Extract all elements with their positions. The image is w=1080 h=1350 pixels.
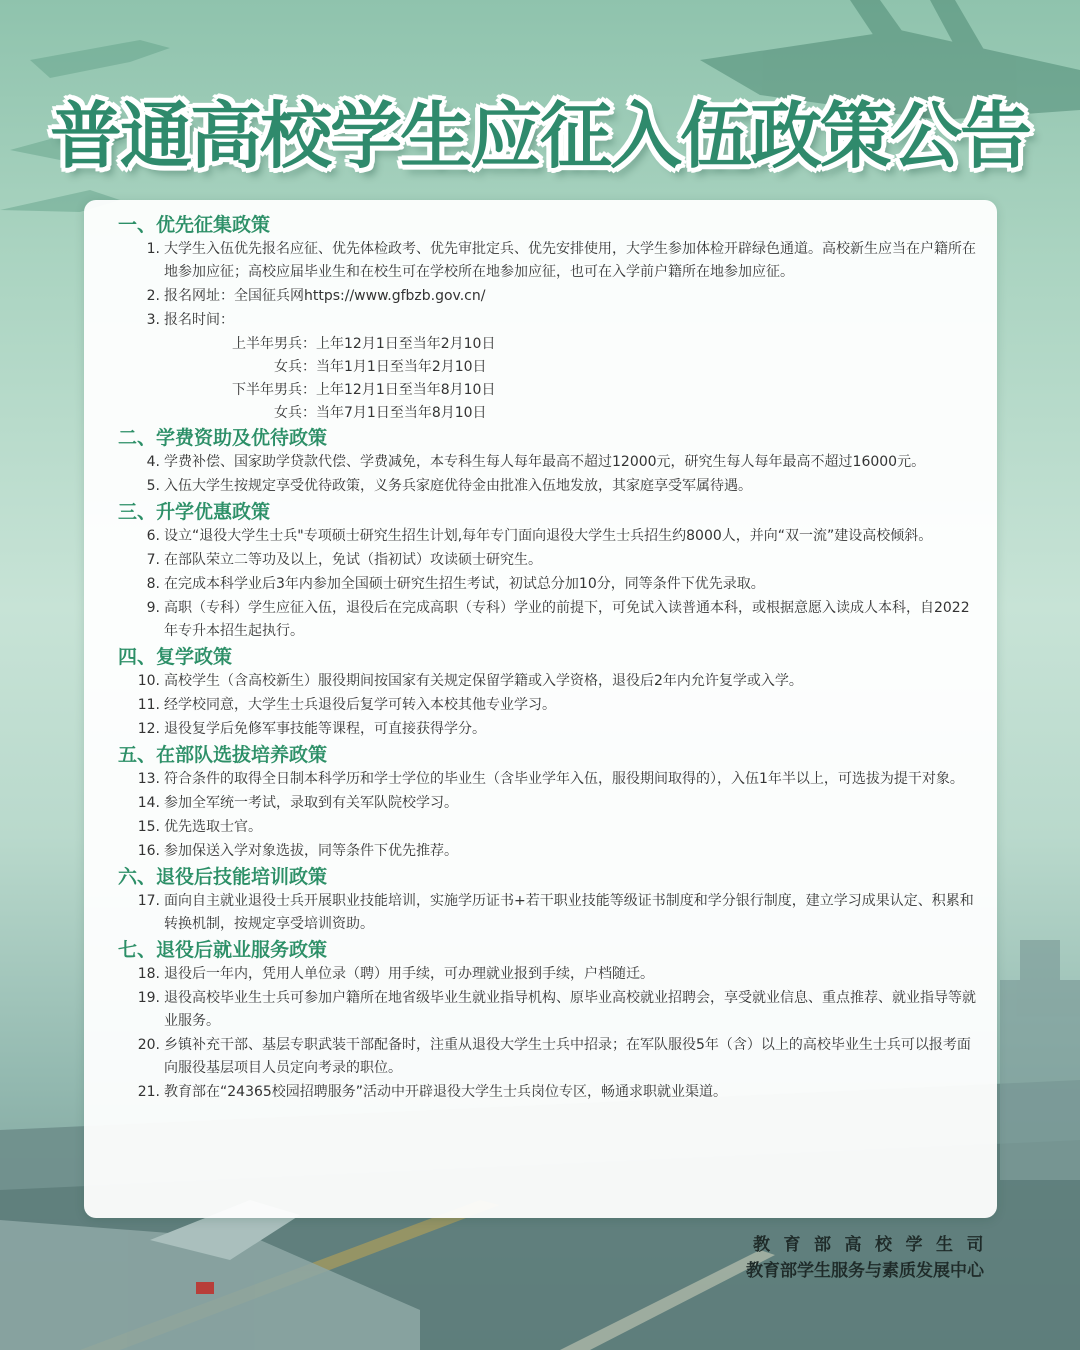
list-item [118,768,977,791]
item-text: 设立“退役大学生士兵"专项硕士研究生招生计划,每年专门面向退役大学生士兵招生约8000人，并向“双一流”建设高校倾斜。 [164,528,933,544]
item-number: 1. [146,241,160,257]
item-number: 7. [146,552,160,568]
section-items [118,890,977,936]
item-number: 21. [137,1084,160,1100]
item-text: 在完成本科学业后3年内参加全国硕士研究生招生考试，初试总分加10分，同等条件下优先录取。 [164,576,765,592]
item-number: 15. [137,819,160,835]
list-item [118,792,977,815]
item-number: 20. [137,1037,160,1053]
item-number: 6. [146,528,160,544]
schedule-value: 上年12月1日至当年8月10日 [316,382,496,398]
issuer-line-2: 教育部学生服务与素质发展中心 [746,1261,984,1281]
list-item [118,987,977,1033]
section-heading: 三、升学优惠政策 [118,501,271,523]
section-items [118,670,977,741]
schedule-value: 当年7月1日至当年8月10日 [316,405,487,421]
schedule-row [118,379,977,402]
list-item [118,1081,977,1104]
item-text: 经学校同意，大学生士兵退役后复学可转入本校其他专业学习。 [164,697,556,713]
item-text: 高职（专科）学生应征入伍，退役后在完成高职（专科）学业的前提下，可免试入读普通本科，或根据意愿入读成人本科，自2022年专升本招生起执行。 [164,600,970,639]
list-item [118,475,977,498]
schedule-value: 当年1月1日至当年2月10日 [316,359,487,375]
list-item [118,670,977,693]
section-items [118,238,977,425]
list-item [118,816,977,839]
section-heading: 四、复学政策 [118,646,233,668]
issuer-line-1: 教育部高校学生司 [753,1235,997,1255]
section-items [118,451,977,498]
item-number: 19. [137,990,160,1006]
item-text: 退役复学后免修军事技能等课程，可直接获得学分。 [164,721,486,737]
list-item [118,285,977,308]
item-text: 大学生入伍优先报名应征、优先体检政考、优先审批定兵、优先安排使用，大学生参加体检开辟绿色通道。高校新生应当在户籍所在地参加应征；高校应届毕业生和在校生可在学校所在地参加应征，也可在入学前户籍所在地参加应征。 [164,241,976,280]
item-number: 12. [137,721,160,737]
list-item [118,1034,977,1080]
list-item [118,451,977,474]
item-text: 符合条件的取得全日制本科学历和学士学位的毕业生（含毕业学年入伍，服役期间取得的），入伍1年半以上，可选拔为提干对象。 [164,771,964,787]
item-text: 优先选取士官。 [164,819,262,835]
list-item [118,840,977,863]
item-number: 17. [137,893,160,909]
schedule-row [118,333,977,356]
item-text: 乡镇补充干部、基层专职武装干部配备时，注重从退役大学生士兵中招录；在军队服役5年（含）以上的高校毕业生士兵可以报考面向服役基层项目人员定向考录的职位。 [164,1037,971,1076]
section-items [118,963,977,1104]
item-text: 学费补偿、国家助学贷款代偿、学费减免，本专科生每人每年最高不超过12000元，研究生每人每年最高不超过16000元。 [164,454,926,470]
schedule-label: 下半年男兵： [232,382,316,398]
item-text: 入伍大学生按规定享受优待政策，义务兵家庭优待金由批准入伍地发放，其家庭享受军属待遇。 [164,478,752,494]
item-text: 面向自主就业退役士兵开展职业技能培训，实施学历证书+若干职业技能等级证书制度和学分银行制度，建立学习成果认定、积累和转换机制，按规定享受培训资助。 [164,893,974,932]
item-text: 报名网址：全国征兵网https://www.gfbzb.gov.cn/ [164,288,486,304]
schedule-row [118,356,977,379]
section-heading: 七、退役后就业服务政策 [118,939,328,961]
item-text: 参加全军统一考试，录取到有关军队院校学习。 [164,795,458,811]
item-number: 14. [137,795,160,811]
item-number: 18. [137,966,160,982]
item-text: 退役后一年内，凭用人单位录（聘）用手续，可办理就业报到手续，户档随迁。 [164,966,654,982]
list-item [118,309,977,332]
page-title: 普通高校学生应征入伍政策公告 [49,94,1030,178]
item-number: 8. [146,576,160,592]
policy-card [84,200,997,1218]
item-number: 13. [137,771,160,787]
item-number: 9. [146,600,160,616]
item-text: 教育部在“24365校园招聘服务”活动中开辟退役大学生士兵岗位专区，畅通求职就业渠道。 [164,1084,728,1100]
list-item [118,238,977,284]
carrier-island [1000,940,1080,1180]
section-heading: 二、学费资助及优待政策 [118,427,328,449]
schedule-value: 上年12月1日至当年2月10日 [316,336,496,352]
list-item [118,963,977,986]
list-item [118,597,977,643]
item-text: 退役高校毕业生士兵可参加户籍所在地省级毕业生就业指导机构、原毕业高校就业招聘会，享受就业信息、重点推荐、就业指导等就业服务。 [164,990,976,1029]
item-number: 4. [146,454,160,470]
list-item [118,549,977,572]
section-items [118,768,977,863]
schedule-label: 女兵： [274,359,316,375]
section-heading: 六、退役后技能培训政策 [118,866,328,888]
item-text: 高校学生（含高校新生）服役期间按国家有关规定保留学籍或入学资格，退役后2年内允许复学或入学。 [164,673,803,689]
list-item [118,525,977,548]
policy-sections [118,212,977,1104]
item-number: 2. [146,288,160,304]
list-item [118,890,977,936]
item-number: 11. [137,697,160,713]
item-text: 在部队荣立二等功及以上，免试（指初试）攻读硕士研究生。 [164,552,542,568]
section-items [118,525,977,643]
item-number: 10. [137,673,160,689]
list-item [118,573,977,596]
section-heading: 五、在部队选拔培养政策 [118,744,328,766]
item-number: 3. [146,312,160,328]
schedule-row [118,402,977,425]
schedule-label: 上半年男兵： [232,336,316,352]
issuer-footer [746,1232,997,1284]
item-text: 参加保送入学对象选拔，同等条件下优先推荐。 [164,843,458,859]
section-heading: 一、优先征集政策 [118,214,271,236]
item-number: 5. [146,478,160,494]
item-text: 报名时间： [164,312,234,328]
list-item [118,718,977,741]
list-item [118,694,977,717]
schedule-label: 女兵： [274,405,316,421]
item-number: 16. [137,843,160,859]
